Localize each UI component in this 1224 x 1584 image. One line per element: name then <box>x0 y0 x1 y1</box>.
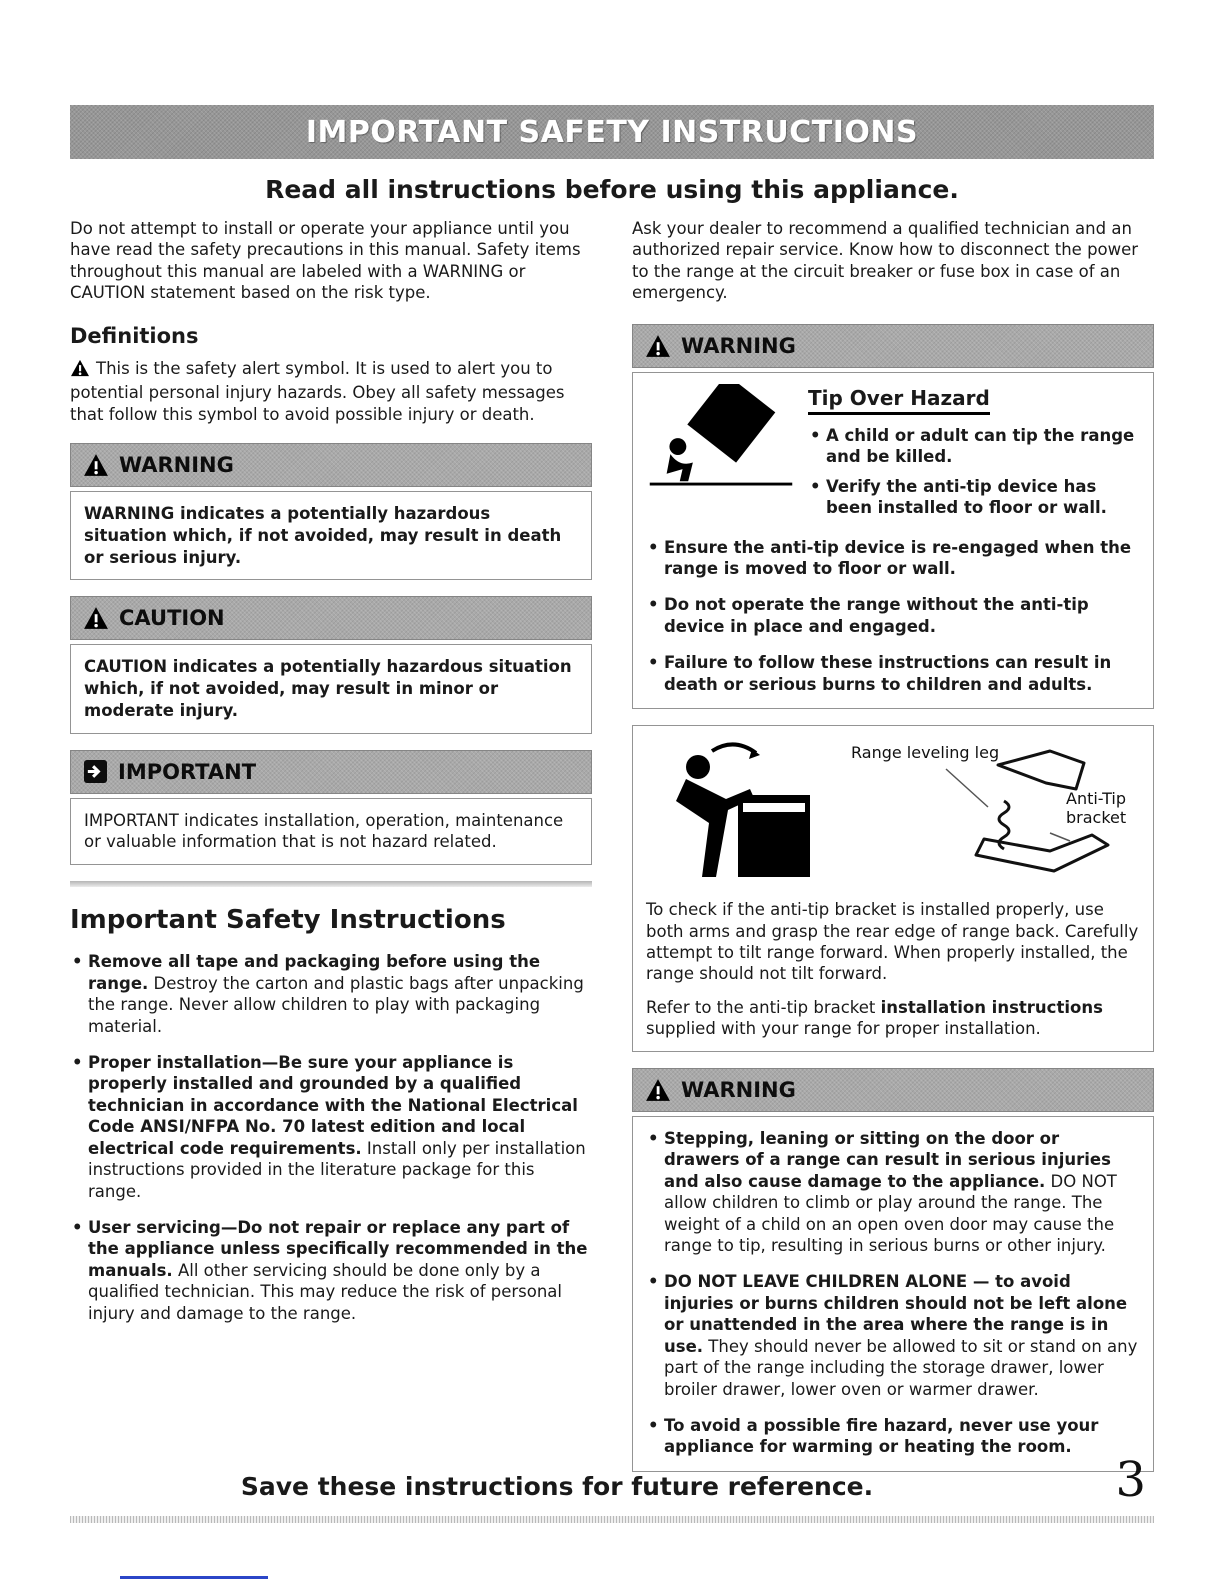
bullet-lead: DO NOT LEAVE CHILDREN ALONE — to avoid injuries or burns children should not be left alone or unattended in the area where the range is in use. <box>664 1272 1128 1356</box>
warning-banner-label: WARNING <box>681 333 796 358</box>
right-column <box>632 218 1154 1488</box>
tip-over-side-bullet-1: • A child or adult can tip the range and be killed. <box>808 425 1140 468</box>
save-instructions-footer: Save these instructions for future reference. <box>240 1472 874 1501</box>
children-warning-box <box>632 1116 1154 1472</box>
page-title: IMPORTANT SAFETY INSTRUCTIONS <box>305 114 919 150</box>
bullet-lead: User servicing—Do not repair or replace any part of the appliance unless specifically recommended in the manuals. <box>88 1218 588 1280</box>
section-separator-rule <box>70 881 592 887</box>
tip-over-main-bullet-1: • Ensure the anti-tip device is re-engaged when the range is moved to floor or wall. <box>646 537 1140 580</box>
page-subtitle: Read all instructions before using this appliance. <box>265 175 959 204</box>
important-safety-instructions-heading: Important Safety Instructions <box>70 905 506 936</box>
definitions-heading: Definitions <box>70 323 199 348</box>
warning-banner-children <box>632 1068 1154 1112</box>
bottom-hatch-rule <box>70 1516 1154 1523</box>
tip-over-title: Tip Over Hazard <box>808 386 990 415</box>
left-column <box>70 218 592 1339</box>
children-warning-bullet-1 <box>646 1128 1140 1257</box>
page-title-banner <box>70 105 1154 159</box>
page-number: 3 <box>1115 1452 1146 1508</box>
tip-over-illustration <box>646 384 796 527</box>
tip-over-top-row <box>646 384 1140 527</box>
left-intro-paragraph: Do not attempt to install or operate your appliance until you have read the safety precautions in this manual. Safety items throughout this manual are labeled with a WARNING or CAUTION statement based on the risk type. <box>70 219 581 303</box>
refer-text-pre: Refer to the anti-tip bracket <box>646 997 881 1017</box>
refer-text-bold: installation instructions <box>880 997 1103 1017</box>
safety-alert-paragraph <box>70 358 592 425</box>
safety-alert-text: This is the safety alert symbol. It is used to alert you to potential personal injury hazards. Obey all safety messages that follow this symbol to avoid possible injury or death. <box>70 358 565 424</box>
important-banner-label: IMPORTANT <box>118 759 257 784</box>
caution-banner-label: CAUTION <box>119 606 225 631</box>
warning-banner-tipover <box>632 324 1154 368</box>
children-warning-bullet-2 <box>646 1271 1140 1400</box>
anti-tip-check-box <box>632 725 1154 1052</box>
anti-tip-refer-paragraph <box>646 997 1140 1040</box>
decorative-blue-line <box>120 1576 268 1579</box>
refer-text-post: supplied with your range for proper installation. <box>646 1019 1041 1039</box>
bullet-lead: To avoid a possible fire hazard, never use your appliance for warming or heating the room. <box>664 1416 1099 1457</box>
safety-bullet-2 <box>70 1052 592 1202</box>
tip-over-main-bullet-3: • Failure to follow these instructions can result in death or serious burns to children and adults. <box>646 652 1140 695</box>
important-banner <box>70 750 592 794</box>
bullet-lead: Stepping, leaning or sitting on the door or drawers of a range can result in serious injuries and also cause damage to the appliance. <box>664 1128 1111 1191</box>
caution-banner <box>70 596 592 640</box>
range-leveling-leg-label: Range leveling leg <box>851 743 1000 763</box>
safety-alert-icon <box>70 359 90 382</box>
tip-over-main-bullet-2: • Do not operate the range without the anti-tip device in place and engaged. <box>646 594 1140 637</box>
two-column-layout <box>70 218 1154 1488</box>
warning-triangle-icon <box>645 334 671 358</box>
caution-definition-box: CAUTION indicates a potentially hazardous situation which, if not avoided, may result in minor or moderate injury. <box>70 644 592 733</box>
bullet-body: Destroy the carton and plastic bags after unpacking the range. Never allow children to play with packaging material. <box>88 973 584 1036</box>
anti-tip-check-paragraph: To check if the anti-tip bracket is installed properly, use both arms and grasp the rear edge of range back. Carefully attempt to tilt range forward. When properly installed, the range should not tilt forward. <box>646 900 1139 984</box>
bullet-lead: Proper installation—Be sure your appliance is properly installed and grounded by a qualified technician in accordance with the National Electrical Code ANSI/NFPA No. 70 latest edition and local electrical code requirements. <box>88 1052 578 1158</box>
important-arrow-icon <box>83 760 108 783</box>
children-warning-bullet-3 <box>646 1415 1140 1458</box>
tip-over-text-area <box>808 384 1140 527</box>
bullet-lead: Remove all tape and packaging before using the range. <box>88 952 541 993</box>
caution-triangle-icon <box>83 606 109 630</box>
bullet-body: DO NOT allow children to climb or play around the range. The weight of a child on an open oven door may cause the range to tip, resulting in serious burns or other injury. <box>664 1171 1117 1255</box>
safety-bullet-3 <box>70 1217 592 1324</box>
anti-tip-figure <box>646 737 1140 889</box>
bullet-body: All other servicing should be done only by a qualified technician. This may reduce the risk of personal injury and damage to the range. <box>88 1260 562 1323</box>
tip-over-hazard-box <box>632 372 1154 709</box>
warning-definition-box: WARNING indicates a potentially hazardous situation which, if not avoided, may result in death or serious injury. <box>70 491 592 580</box>
warning-banner-left <box>70 443 592 487</box>
warning-triangle-icon <box>83 453 109 477</box>
important-definition-box: IMPORTANT indicates installation, operation, maintenance or valuable information that is not hazard related. <box>70 798 592 866</box>
safety-bullet-1 <box>70 951 592 1037</box>
anti-tip-bracket-label: Anti-Tip bracket <box>1066 789 1127 828</box>
tip-over-side-bullet-2: • Verify the anti-tip device has been installed to floor or wall. <box>808 476 1140 519</box>
right-intro-paragraph: Ask your dealer to recommend a qualified technician and an authorized repair service. Know how to disconnect the power to the range at the circuit breaker or fuse box in case of an emergency. <box>632 219 1139 303</box>
bullet-body: They should never be allowed to sit or stand on any part of the range including the storage drawer, lower broiler drawer, lower oven or warmer drawer. <box>664 1336 1138 1399</box>
warning-triangle-icon <box>645 1078 671 1102</box>
warning-banner-label: WARNING <box>119 453 234 478</box>
bullet-body: Install only per installation instructions provided in the literature package for this range. <box>88 1138 586 1201</box>
warning-banner-label: WARNING <box>681 1077 796 1102</box>
